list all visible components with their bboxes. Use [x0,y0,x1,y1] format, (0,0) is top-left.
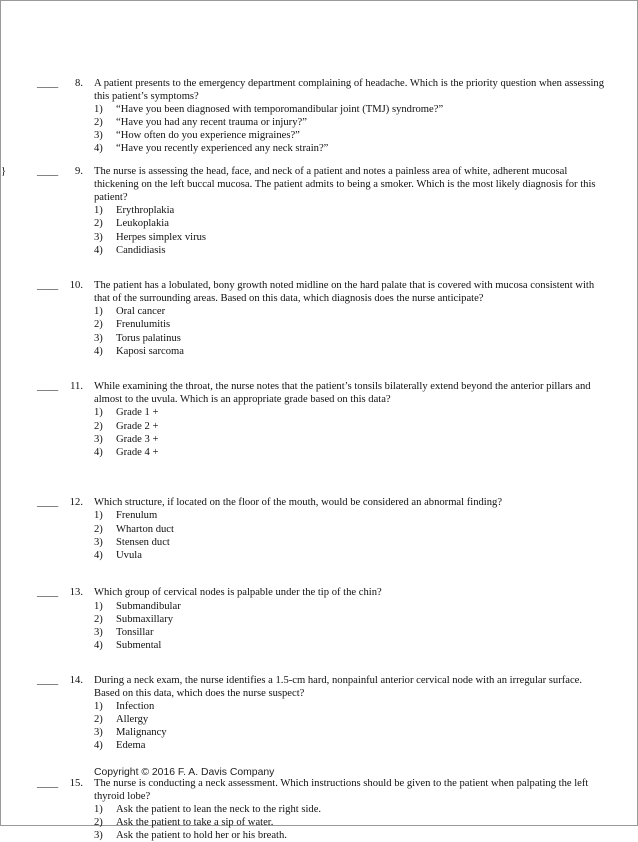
option [94,739,609,752]
option-number: 2) [94,319,103,331]
option-number: 3) [94,726,103,738]
option [94,816,609,829]
option-text: “Have you recently experienced any neck strain?” [116,143,329,155]
question-number: 15. [69,777,83,789]
option-number: 2) [94,117,103,129]
question-10 [1,279,637,357]
option-number: 1) [94,803,103,815]
option [94,332,609,345]
option-text: Leukoplakia [116,218,169,230]
option-text: Frenulum [116,510,158,522]
question-12 [1,496,637,561]
option-number: 4) [94,446,103,458]
option-text: Grade 4 + [116,446,159,458]
option [94,420,609,433]
question-number: 11. [70,381,83,393]
option-text: Torus palatinus [116,332,181,344]
option-number: 2) [94,816,103,828]
option-number: 4) [94,549,103,561]
option-text: Oral cancer [116,306,166,318]
option [94,217,609,230]
question-number: 14. [69,674,83,686]
option-list [94,204,609,256]
option-number: 2) [94,218,103,230]
option-text: Ask the patient to lean the neck to the right side. [116,803,322,815]
option-list [94,103,609,155]
option [94,726,609,739]
option [94,116,609,129]
option-number: 2) [94,420,103,432]
question-stem: Which structure, if located on the floor of the mouth, would be considered an abnormal finding? [94,497,503,509]
option-number: 2) [94,713,103,725]
option-text: Uvula [116,549,142,561]
option [94,600,609,613]
question-8 [1,77,637,155]
option [94,318,609,331]
option [94,536,609,549]
option [94,142,609,155]
question-stem: The patient has a lobulated, bony growth noted midline on the hard palate that is covered with mucosa consistent with that of the surrounding areas. Based on this data, which diagnosis does the nurse anticipate? [94,280,595,305]
option [94,204,609,217]
option-text: Stensen duct [116,536,170,548]
option [94,231,609,244]
option-number: 4) [94,345,103,357]
option [94,446,609,459]
option-number: 3) [94,626,103,638]
option-number: 3) [94,231,103,243]
question-stem: During a neck exam, the nurse identifies a 1.5-cm hard, nonpainful anterior cervical node with an irregular surface. Based on this data, which does the nurse suspect? [94,674,583,699]
option [94,509,609,522]
answer-blank[interactable]: ____ [37,280,59,292]
option-text: Allergy [116,713,149,725]
answer-blank[interactable]: ____ [37,381,59,393]
option-list [94,803,609,842]
option-text: Submandibular [116,600,181,612]
question-number: 12. [69,497,83,509]
question-stem: A patient presents to the emergency department complaining of headache. Which is the priority question when assessing this patient’s symptoms? [94,78,605,103]
option-text: Ask the patient to take a sip of water. [116,816,274,828]
option-number: 3) [94,536,103,548]
copyright-footer: Copyright © 2016 F. A. Davis Company [94,767,275,778]
question-stem: The nurse is assessing the head, face, and neck of a patient and notes a painless area of white, adherent mucosal thickening on the left buccal mucosa. The patient admits to being a smoker. Which is the most likely diagnosis for this patient? [94,166,596,204]
answer-blank[interactable]: ____ [37,674,59,686]
option-list [94,600,609,652]
question-number: 13. [69,587,83,599]
option-number: 3) [94,830,103,842]
option-text: Malignancy [116,726,167,738]
answer-blank[interactable]: ____ [37,166,59,178]
option-list [94,700,609,752]
option-number: 4) [94,740,103,752]
question-stem: While examining the throat, the nurse notes that the patient’s tonsils bilaterally extend beyond the anterior pillars and almost to the uvula. Which is an appropriate grade based on this data? [94,381,591,406]
question-number: 10. [69,280,83,292]
option-number: 4) [94,143,103,155]
option-text: “Have you been diagnosed with temporomandibular joint (TMJ) syndrome?” [116,104,444,116]
option-list [94,509,609,561]
question-stem: The nurse is conducting a neck assessment. Which instructions should be given to the patient when palpating the left thyroid lobe? [94,777,589,802]
option-number: 1) [94,510,103,522]
option [94,406,609,419]
question-number: 8. [75,78,83,89]
option [94,433,609,446]
question-14 [1,674,637,752]
option-text: Herpes simplex virus [116,231,207,243]
option-number: 3) [94,130,103,142]
option-text: Edema [116,740,146,752]
option-list [94,406,609,458]
option-number: 1) [94,104,103,116]
option [94,713,609,726]
question-11 [1,380,637,458]
option-text: “Have you had any recent trauma or injury?” [116,117,307,129]
option-number: 1) [94,407,103,419]
option-number: 4) [94,639,103,651]
option-text: Submaxillary [116,613,174,625]
option [94,639,609,652]
option-number: 4) [94,244,103,256]
option-text: Infection [116,700,155,712]
option-number: 2) [94,523,103,535]
option [94,803,609,816]
option-text: Grade 2 + [116,420,159,432]
option [94,103,609,116]
question-stem: Which group of cervical nodes is palpable under the tip of the chin? [94,587,382,599]
option-text: Grade 1 + [116,407,159,419]
option-text: Frenulumitis [116,319,171,331]
option-number: 1) [94,600,103,612]
option [94,345,609,358]
answer-blank[interactable]: ____ [37,78,59,89]
option-text: Submental [116,639,162,651]
option [94,700,609,713]
option-number: 1) [94,306,103,318]
option-number: 3) [94,332,103,344]
option [94,549,609,562]
option-number: 1) [94,205,103,217]
option [94,523,609,536]
option-number: 3) [94,433,103,445]
option-text: Tonsillar [116,626,154,638]
question-number: 9. [75,166,83,178]
option-text: Candidiasis [116,244,166,256]
option-text: “How often do you experience migraines?” [116,130,300,142]
answer-blank[interactable]: ____ [37,777,59,789]
option [94,305,609,318]
question-13 [1,586,637,651]
option-text: Grade 3 + [116,433,159,445]
option-list [94,305,609,357]
option [94,129,609,142]
question-9: ____ 9. The nurse is assessing the head, face, and neck of a patient and notes a painless area of white, adherent mucosal thickening on the left buccal mucosa. The patient admits to being a smoker. Which is the most likely diagnosis for this patient? 1) Erythroplakia 2) Leukoplakia 3) Herpes simplex virus 4) Candidiasis } [1,165,637,178]
option [94,613,609,626]
option [94,829,609,842]
option-text: Wharton duct [116,523,174,535]
option [94,244,609,257]
option-number: 1) [94,700,103,712]
option [94,626,609,639]
answer-blank[interactable]: ____ [37,587,59,599]
option-number: 2) [94,613,103,625]
answer-blank[interactable]: ____ [37,497,59,509]
option-text: Ask the patient to hold her or his breath. [116,830,287,842]
option-text: Erythroplakia [116,205,175,217]
option-text: Kaposi sarcoma [116,345,184,357]
